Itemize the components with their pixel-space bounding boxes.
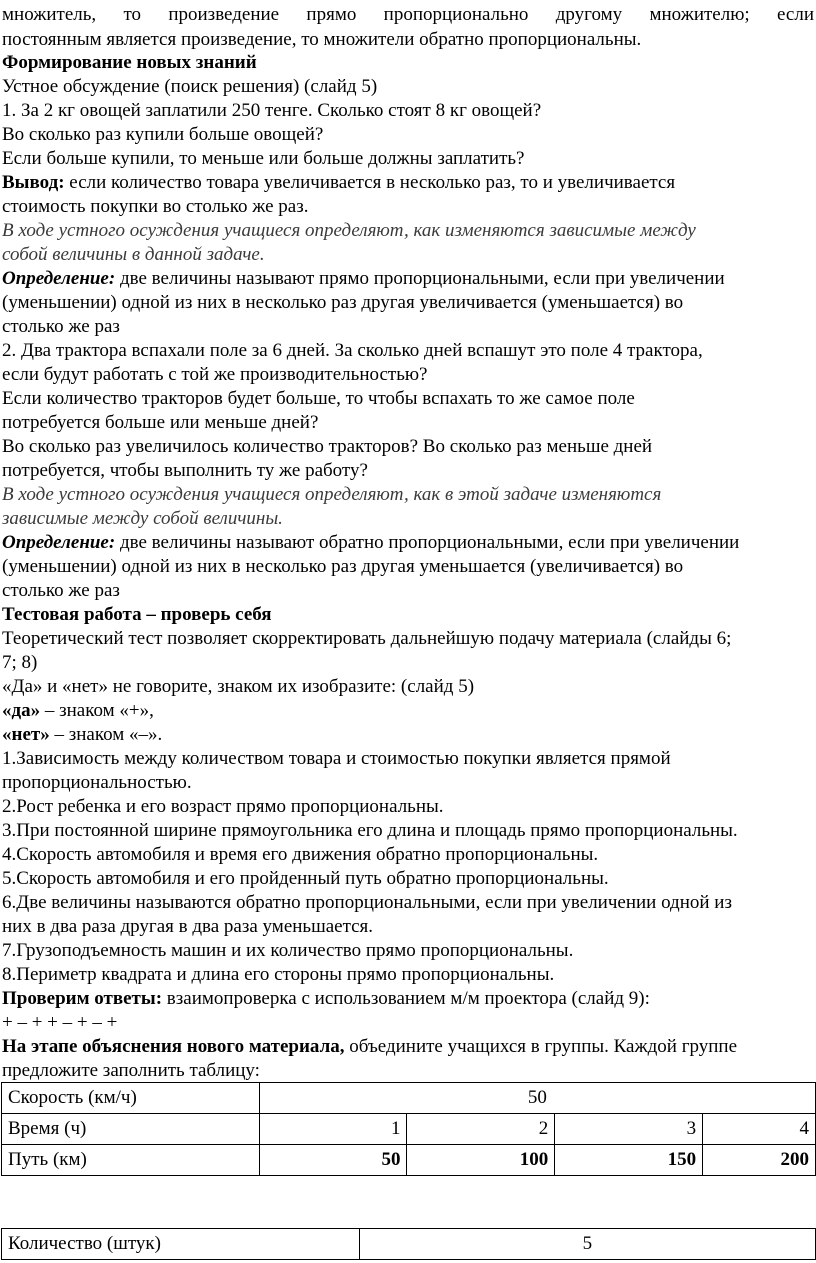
table-cell: 50 (259, 1083, 815, 1114)
test-question: 7.Грузоподъемность машин и их количество прямо пропорциональны. (2, 940, 574, 961)
definition-line (2, 267, 725, 291)
text-span: если количество товара увеличивается в несколько раз, то и увеличивается (64, 172, 676, 193)
text-line (2, 723, 162, 747)
table-cell: 4 (703, 1114, 816, 1145)
table-cell: 3 (555, 1114, 703, 1145)
text-line: Во сколько раз увеличилось количество тракторов? Во сколько раз меньше дней (2, 436, 653, 457)
test-question: пропорциональностью. (2, 772, 192, 793)
bold-label: «нет» (2, 724, 50, 745)
table-cell: Время (ч) (2, 1114, 260, 1145)
text-line (2, 1035, 737, 1059)
text-span: две величины называют обратно пропорциональными, если при увеличении (115, 532, 740, 553)
test-question: 2.Рост ребенка и его возраст прямо пропорциональны. (2, 796, 444, 817)
bold-italic-label: Определение: (2, 532, 116, 553)
text-span: две величины называют прямо пропорциональными, если при увеличении (115, 268, 725, 289)
table-row (2, 1229, 816, 1260)
text-span: взаимопроверка с использованием м/м проектора (слайд 9): (162, 988, 650, 1009)
text-line: 7; 8) (2, 652, 38, 673)
table-row (2, 1114, 816, 1145)
text-line: стоимость покупки во столько же раз. (2, 196, 309, 217)
text-line: Если количество тракторов будет больше, то чтобы вспахать то же самое поле (2, 388, 635, 409)
text-line: постоянным является произведение, то множители обратно пропорциональны. (2, 29, 642, 50)
table-cell: Скорость (км/ч) (2, 1083, 260, 1114)
text-line: множитель, то произведение прямо пропорционально другому множителю; если (2, 4, 814, 25)
text-line: Теоретический тест позволяет скорректировать дальнейшую подачу материала (слайды 6; (2, 628, 732, 649)
text-line (2, 699, 154, 723)
italic-line: собой величины в данной задаче. (2, 244, 265, 265)
text-line: столько же раз (2, 580, 120, 601)
text-line: потребуется больше или меньше дней? (2, 412, 319, 433)
text-line: Если больше купили, то меньше или больше должны заплатить? (2, 148, 525, 169)
test-question: 5.Скорость автомобиля и его пройденный путь обратно пропорциональны. (2, 868, 609, 889)
text-line: 1. За 2 кг овощей заплатили 250 тенге. Сколько стоят 8 кг овощей? (2, 100, 542, 121)
text-line: предложите заполнить таблицу: (2, 1060, 260, 1081)
table-cell: 5 (359, 1229, 815, 1260)
bold-label: На этапе объяснения нового материала, (2, 1036, 345, 1057)
quantity-table (1, 1228, 816, 1260)
table-cell: 2 (407, 1114, 555, 1145)
answer-key: + – + + – + – + (2, 1012, 118, 1033)
italic-line: зависимые между собой величины. (2, 508, 283, 529)
text-line: потребуется, чтобы выполнить ту же работу? (2, 460, 368, 481)
conclusion-line (2, 171, 675, 195)
table-cell: 1 (259, 1114, 407, 1145)
table-cell: 100 (407, 1145, 555, 1176)
text-line: Устное обсуждение (поиск решения) (слайд 5) (2, 76, 378, 97)
section-heading (2, 51, 257, 75)
heading-text: Тестовая работа – проверь себя (2, 604, 272, 625)
table-row (2, 1145, 816, 1176)
text-line: «Да» и «нет» не говорите, знаком их изобразите: (слайд 5) (2, 676, 475, 697)
bold-label: Проверим ответы: (2, 988, 163, 1009)
bold-label: «да» (2, 700, 41, 721)
text-span: – знаком «+», (40, 700, 154, 721)
test-question: 1.Зависимость между количеством товара и стоимостью покупки является прямой (2, 748, 671, 769)
text-line: (уменьшении) одной из них в несколько раз другая уменьшается (увеличивается) во (2, 556, 684, 577)
text-line: 2. Два трактора вспахали поле за 6 дней. За сколько дней вспашут это поле 4 трактора, (2, 340, 703, 361)
section-heading (2, 603, 272, 627)
italic-line: В ходе устного осуждения учащиеся определяют, как изменяются зависимые между (2, 220, 696, 241)
test-question: них в два раза другая в два раза уменьшается. (2, 916, 374, 937)
text-line: (уменьшении) одной из них в несколько раз другая увеличивается (уменьшается) во (2, 292, 684, 313)
italic-line: В ходе устного осуждения учащиеся определяют, как в этой задаче изменяются (2, 484, 662, 505)
bold-label: Вывод: (2, 172, 65, 193)
table-cell: Путь (км) (2, 1145, 260, 1176)
table-row (2, 1083, 816, 1114)
bold-italic-label: Определение: (2, 268, 116, 289)
table-cell: 150 (555, 1145, 703, 1176)
text-line: столько же раз (2, 316, 120, 337)
table-cell: 200 (703, 1145, 816, 1176)
text-span: объедините учащихся в группы. Каждой группе (344, 1036, 738, 1057)
table-cell: 50 (259, 1145, 407, 1176)
table-cell: Количество (штук) (2, 1229, 360, 1260)
definition-line (2, 531, 739, 555)
heading-text: Формирование новых знаний (2, 52, 257, 73)
test-question: 8.Периметр квадрата и длина его стороны прямо пропорциональны. (2, 964, 555, 985)
text-line: если будут работать с той же производительностью? (2, 364, 428, 385)
text-span: – знаком «–». (49, 724, 163, 745)
text-line: Во сколько раз купили больше овощей? (2, 124, 324, 145)
answers-line (2, 987, 650, 1011)
test-question: 4.Скорость автомобиля и время его движения обратно пропорциональны. (2, 844, 599, 865)
speed-table (1, 1082, 816, 1176)
test-question: 6.Две величины называются обратно пропорциональными, если при увеличении одной из (2, 892, 732, 913)
test-question: 3.При постоянной ширине прямоугольника его длина и площадь прямо пропорциональны. (2, 820, 738, 841)
